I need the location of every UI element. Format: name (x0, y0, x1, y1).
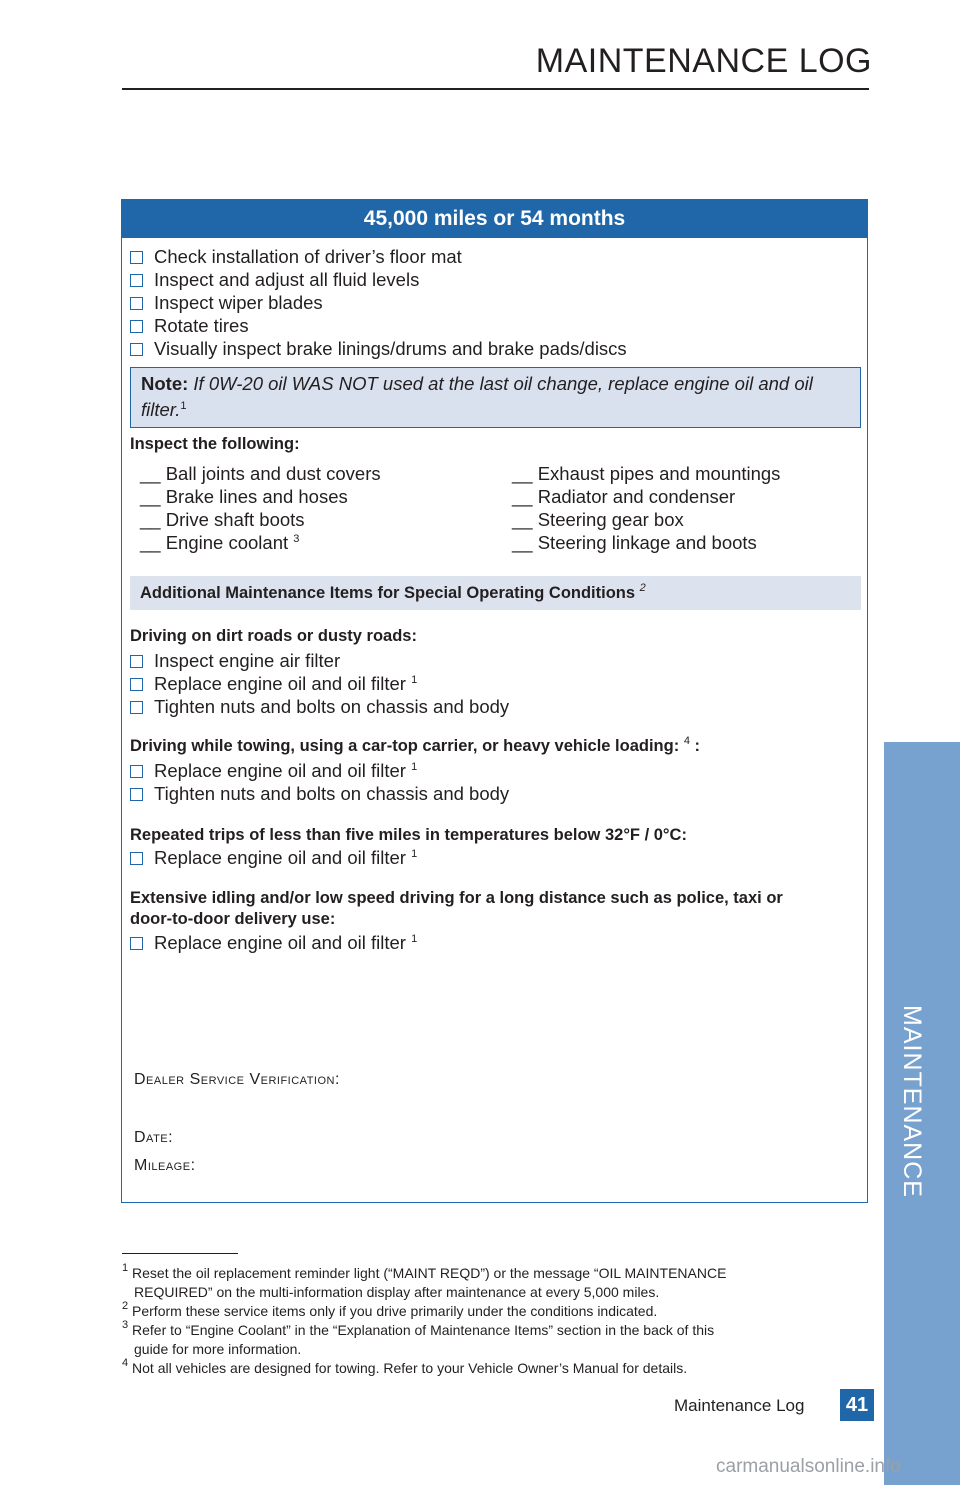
checkbox[interactable] (130, 297, 143, 310)
condition-heading: Extensive idling and/or low speed driving for a long distance such as police, taxi or (130, 889, 783, 907)
condition-heading: Driving while towing, using a car-top carrier, or heavy vehicle loading: $^4$ : (130, 735, 701, 755)
condition-heading: door-to-door delivery use: (130, 910, 336, 928)
checkbox[interactable] (130, 852, 143, 865)
checklist-item: Rotate tires (130, 314, 249, 337)
inspect-item: __ Drive shaft boots (140, 509, 305, 530)
checklist-item: Replace engine oil and oil filter $^1$ (130, 759, 417, 782)
inspect-item: __ Ball joints and dust covers (140, 463, 381, 484)
inspect-item: __ Steering gear box (512, 509, 684, 530)
checklist-item: Replace engine oil and oil filter $^1$ (130, 931, 417, 954)
maintenance-box (121, 199, 868, 1203)
inspect-item: __ Engine coolant $^3$ (140, 532, 300, 553)
dealer-verification-label: Dealer Service Verification: (134, 1071, 340, 1088)
title-rule (122, 88, 869, 90)
note-text: If 0W-20 oil WAS NOT used at the last oil change, replace engine oil and oil filter. (141, 373, 813, 420)
checkbox[interactable] (130, 320, 143, 333)
inspect-item: __ Brake lines and hoses (140, 486, 348, 507)
checkbox[interactable] (130, 678, 143, 691)
inspect-item: __ Exhaust pipes and mountings (512, 463, 781, 484)
checklist-item: Inspect engine air filter (130, 649, 340, 672)
checklist-item: Replace engine oil and oil filter $^1$ (130, 846, 417, 869)
page-title: MAINTENANCE LOG (535, 42, 872, 80)
checkbox[interactable] (130, 701, 143, 714)
checklist-item: Visually inspect brake linings/drums and brake pads/discs (130, 337, 627, 360)
footnote: $^1$ Reset the oil replacement reminder light (“MAINT REQD”) or the message “OIL MAINTENANCE (122, 1262, 727, 1281)
checklist-item: Replace engine oil and oil filter $^1$ (130, 672, 417, 695)
note-ref: 1 (180, 400, 187, 412)
footnote: $^2$ Perform these service items only if you drive primarily under the conditions indicated. (122, 1300, 658, 1319)
note-box (130, 367, 861, 428)
side-tab-label: MAINTENANCE (898, 1005, 926, 1198)
checkbox[interactable] (130, 655, 143, 668)
checklist-item: Inspect and adjust all fluid levels (130, 268, 419, 291)
checklist-item: Tighten nuts and bolts on chassis and body (130, 782, 509, 805)
note-label: Note: (141, 373, 189, 394)
footnote: $^4$ Not all vehicles are designed for towing. Refer to your Vehicle Owner’s Manual for details. (122, 1357, 688, 1376)
checkbox[interactable] (130, 788, 143, 801)
inspect-item: __ Radiator and condenser (512, 486, 736, 507)
checkbox[interactable] (130, 343, 143, 356)
footnote: guide for more information. (134, 1341, 302, 1357)
checkbox[interactable] (130, 251, 143, 264)
checklist-item: Tighten nuts and bolts on chassis and body (130, 695, 509, 718)
inspect-heading: Inspect the following: (130, 435, 300, 453)
page-number: 41 (840, 1389, 874, 1421)
watermark: carmanualsonline.info (716, 1456, 901, 1477)
footer-label: Maintenance Log (674, 1396, 805, 1415)
checklist-item: Check installation of driver’s floor mat (130, 245, 462, 268)
footnote: $^3$ Refer to “Engine Coolant” in the “Explanation of Maintenance Items” section in the back of this (122, 1319, 715, 1338)
inspect-item: __ Steering linkage and boots (512, 532, 757, 553)
condition-heading: Driving on dirt roads or dusty roads: (130, 627, 417, 645)
checklist-item: Inspect wiper blades (130, 291, 323, 314)
footnote: REQUIRED” on the multi-information display after maintenance at every 5,000 miles. (134, 1284, 660, 1300)
section-header: 45,000 miles or 54 months (122, 200, 867, 238)
checkbox[interactable] (130, 937, 143, 950)
footnote-rule (122, 1253, 238, 1254)
mileage-label: Mileage: (134, 1157, 196, 1174)
date-label: Date: (134, 1129, 174, 1146)
additional-band: Additional Maintenance Items for Special Operating Conditions $^2$ (130, 576, 861, 610)
checkbox[interactable] (130, 765, 143, 778)
condition-heading: Repeated trips of less than five miles in temperatures below 32°F / 0°C: (130, 826, 687, 844)
checkbox[interactable] (130, 274, 143, 287)
